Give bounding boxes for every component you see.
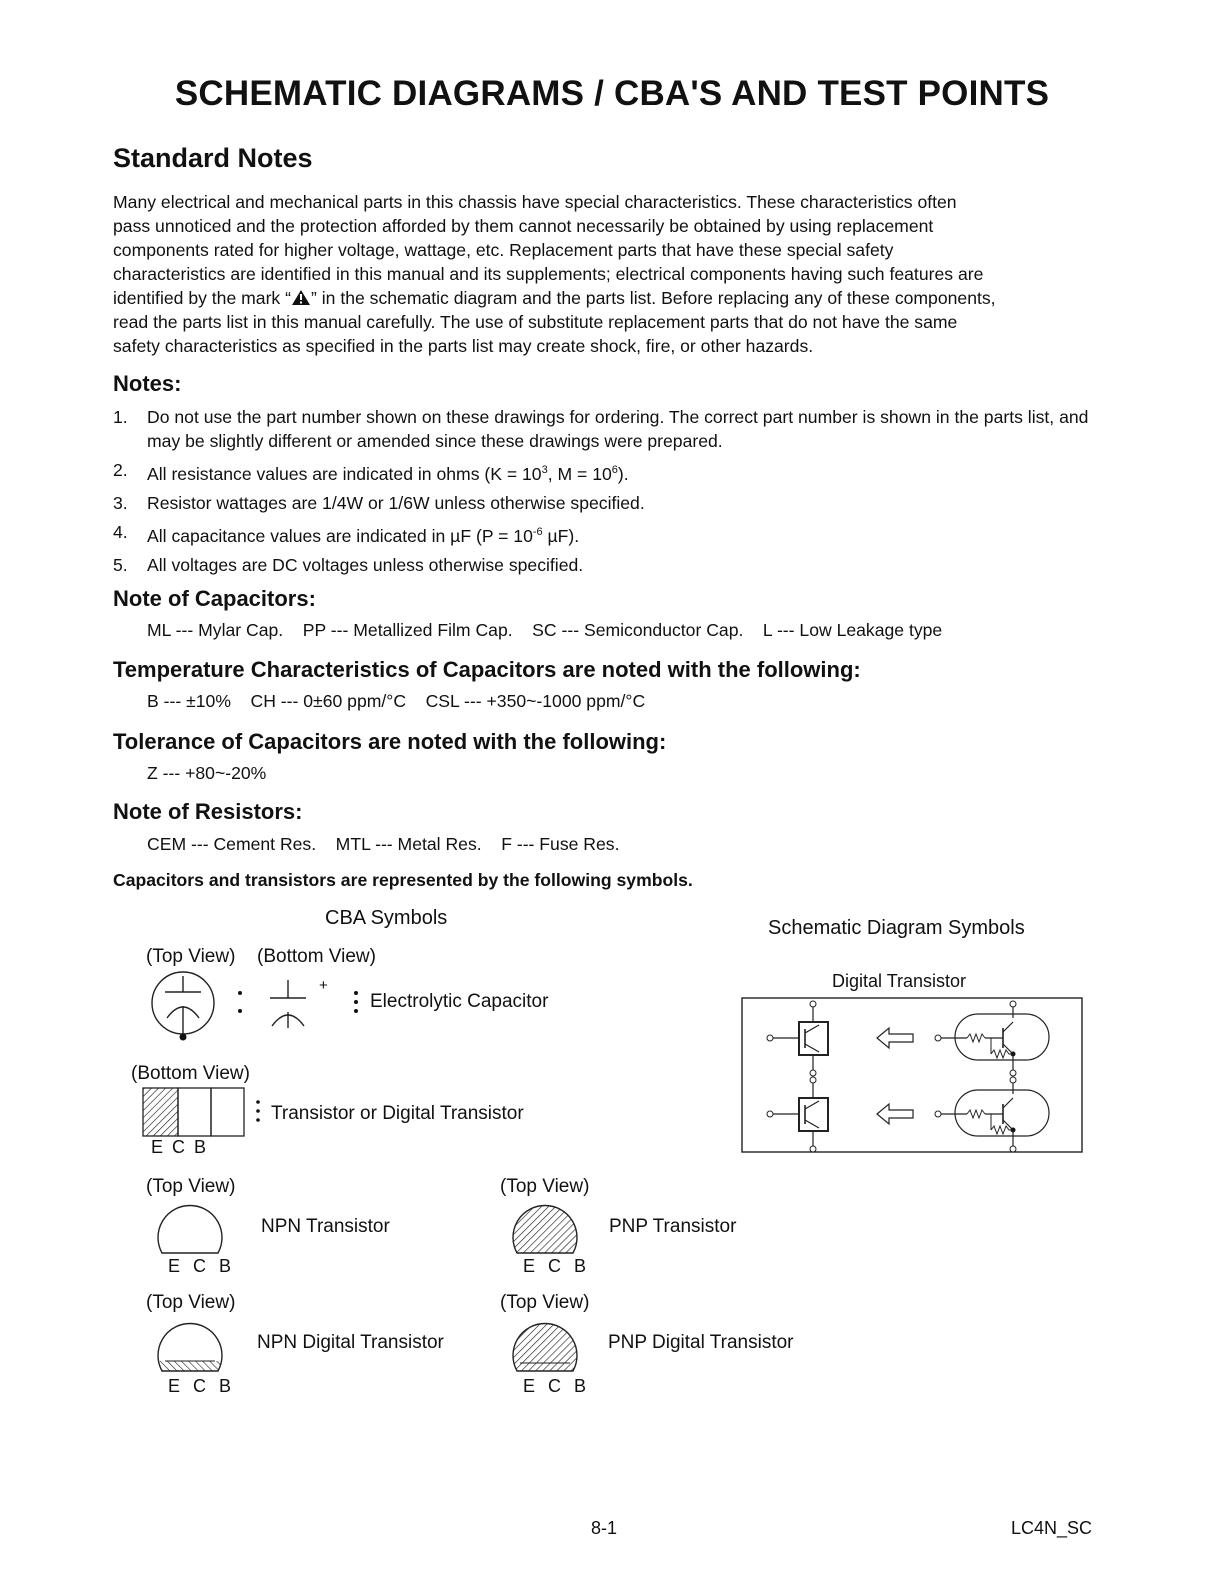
symbols-intro: Capacitors and transistors are represented by the following symbols. <box>113 870 693 890</box>
intro-line: Many electrical and mechanical parts in this chassis have special characteristics. These characteristics often <box>113 192 957 212</box>
electrolytic-capacitor-label: Electrolytic Capacitor <box>370 991 549 1012</box>
colon-dot <box>238 1009 242 1013</box>
list-item <box>113 520 1103 548</box>
top-view-label: (Top View) <box>146 1292 236 1313</box>
npn-transistor-label: NPN Transistor <box>261 1216 390 1237</box>
intro-line: pass unnoticed and the protection afforded by them cannot necessarily be obtained by using replacement <box>113 216 934 236</box>
pnp-transistor-label: PNP Transistor <box>609 1216 737 1237</box>
tolerance-line: Z --- +80~-20% <box>147 763 267 783</box>
exponent: 6 <box>611 464 618 476</box>
digital-transistor-internal-icon <box>935 1077 1049 1152</box>
colon-dot <box>238 991 242 995</box>
list-number: 1. <box>113 407 128 427</box>
list-text: All voltages are DC voltages unless otherwise specified. <box>147 554 584 575</box>
intro-line: safety characteristics as specified in the parts list may create shock, fire, or other hazards. <box>113 336 814 356</box>
transistor-symbol-icon <box>767 1077 828 1152</box>
schematic-symbols-heading: Schematic Diagram Symbols <box>768 917 1025 939</box>
standard-notes-heading: Standard Notes <box>113 143 313 173</box>
pnp-digital-transistor-label: PNP Digital Transistor <box>608 1332 794 1353</box>
capacitor-top-view-icon <box>152 972 214 1041</box>
digital-transistor-internal-icon <box>935 1001 1049 1076</box>
transistor-or-digital-label: Transistor or Digital Transistor <box>271 1103 524 1124</box>
temperature-line: B --- ±10% CH --- 0±60 ppm/°C CSL --- +350~-1000 ppm/°C <box>147 691 646 711</box>
intro-line: characteristics are identified in this manual and its supplements; electrical components having such features are <box>113 264 984 284</box>
list-text: µF). <box>542 525 580 546</box>
digital-transistor-schematic-box <box>741 996 1084 1154</box>
arrow-left-icon <box>877 1028 913 1048</box>
resistors-heading: Note of Resistors: <box>113 799 303 824</box>
intro-line <box>113 286 1103 310</box>
safety-mark-icon <box>291 289 311 306</box>
list-number: 2. <box>113 460 128 480</box>
electrolytic-capacitor-symbols <box>145 966 375 1050</box>
intro-line: read the parts list in this manual carefully. The use of substitute replacement parts that do not have the same <box>113 312 958 332</box>
bottom-view-label: (Bottom View) <box>257 946 376 967</box>
ecb-label: E C B <box>523 1376 591 1396</box>
temperature-heading: Temperature Characteristics of Capacitors are noted with the following: <box>113 657 861 682</box>
list-text: ). <box>617 463 629 484</box>
document-code: LC4N_SC <box>1011 1518 1093 1538</box>
tolerance-heading: Tolerance of Capacitors are noted with the following: <box>113 729 667 754</box>
digital-transistor-label: Digital Transistor <box>832 971 967 991</box>
ecb-label: E C B <box>151 1137 209 1157</box>
pnp-digital-transistor-icon <box>505 1309 585 1375</box>
standard-notes-paragraph <box>113 190 1103 358</box>
page-title: SCHEMATIC DIAGRAMS / CBA'S AND TEST POINTS <box>174 74 1050 113</box>
notes-list <box>113 405 1103 582</box>
exponent: -6 <box>532 525 543 538</box>
svg-text:+: + <box>319 977 328 994</box>
list-text: , M = 10 <box>547 463 612 484</box>
top-view-label: (Top View) <box>500 1292 590 1313</box>
pnp-transistor-icon <box>505 1193 585 1257</box>
npn-transistor-icon <box>150 1193 230 1257</box>
list-number: 5. <box>113 554 128 575</box>
capacitors-line: ML --- Mylar Cap. PP --- Metallized Film Cap. SC --- Semiconductor Cap. L --- Low Leakage type <box>147 620 943 640</box>
list-number: 3. <box>113 492 128 513</box>
ecb-label: E C B <box>523 1256 591 1276</box>
colon-dot <box>354 991 358 995</box>
colon-dot <box>354 1000 358 1004</box>
top-view-label: (Top View) <box>146 946 236 967</box>
list-item <box>113 458 1103 486</box>
exponent: 3 <box>541 464 548 476</box>
list-text: Resistor wattages are 1/4W or 1/6W unless otherwise specified. <box>147 492 645 513</box>
top-view-label: (Top View) <box>500 1176 590 1197</box>
list-item <box>113 405 1103 453</box>
ecb-label: E C B <box>168 1376 236 1396</box>
arrow-left-icon <box>877 1104 913 1124</box>
transistor-bottom-view-icon <box>140 1085 270 1141</box>
list-item <box>113 553 1103 577</box>
page-number: 8-1 <box>591 1518 618 1538</box>
resistors-line: CEM --- Cement Res. MTL --- Metal Res. F --- Fuse Res. <box>147 834 620 854</box>
list-text: Do not use the part number shown on these drawings for ordering. The correct part number is shown in the parts list, and may be slightly different or amended since these drawings were prepared. <box>147 407 1089 451</box>
notes-heading: Notes: <box>113 371 182 396</box>
colon-dot <box>354 1009 358 1013</box>
list-number: 4. <box>113 521 128 542</box>
list-text: All capacitance values are indicated in µF (P = 10 <box>147 525 533 546</box>
npn-digital-transistor-icon <box>150 1309 230 1375</box>
capacitors-heading: Note of Capacitors: <box>113 586 316 611</box>
list-text: All resistance values are indicated in ohms (K = 10 <box>147 463 542 484</box>
bottom-view-label-2: (Bottom View) <box>131 1063 250 1084</box>
capacitor-bottom-view-icon <box>270 977 328 1028</box>
intro-line: components rated for higher voltage, wattage, etc. Replacement parts that have these special safety <box>113 240 894 260</box>
ecb-label: E C B <box>168 1256 236 1276</box>
transistor-symbol-icon <box>767 1001 828 1076</box>
mark-text-after: ” in the schematic diagram and the parts list. Before replacing any of these components, <box>310 288 996 308</box>
cba-symbols-heading: CBA Symbols <box>325 907 448 929</box>
mark-text-before: identified by the mark “ <box>113 288 291 308</box>
npn-digital-transistor-label: NPN Digital Transistor <box>257 1332 444 1353</box>
list-item <box>113 491 1103 515</box>
top-view-label: (Top View) <box>146 1176 236 1197</box>
